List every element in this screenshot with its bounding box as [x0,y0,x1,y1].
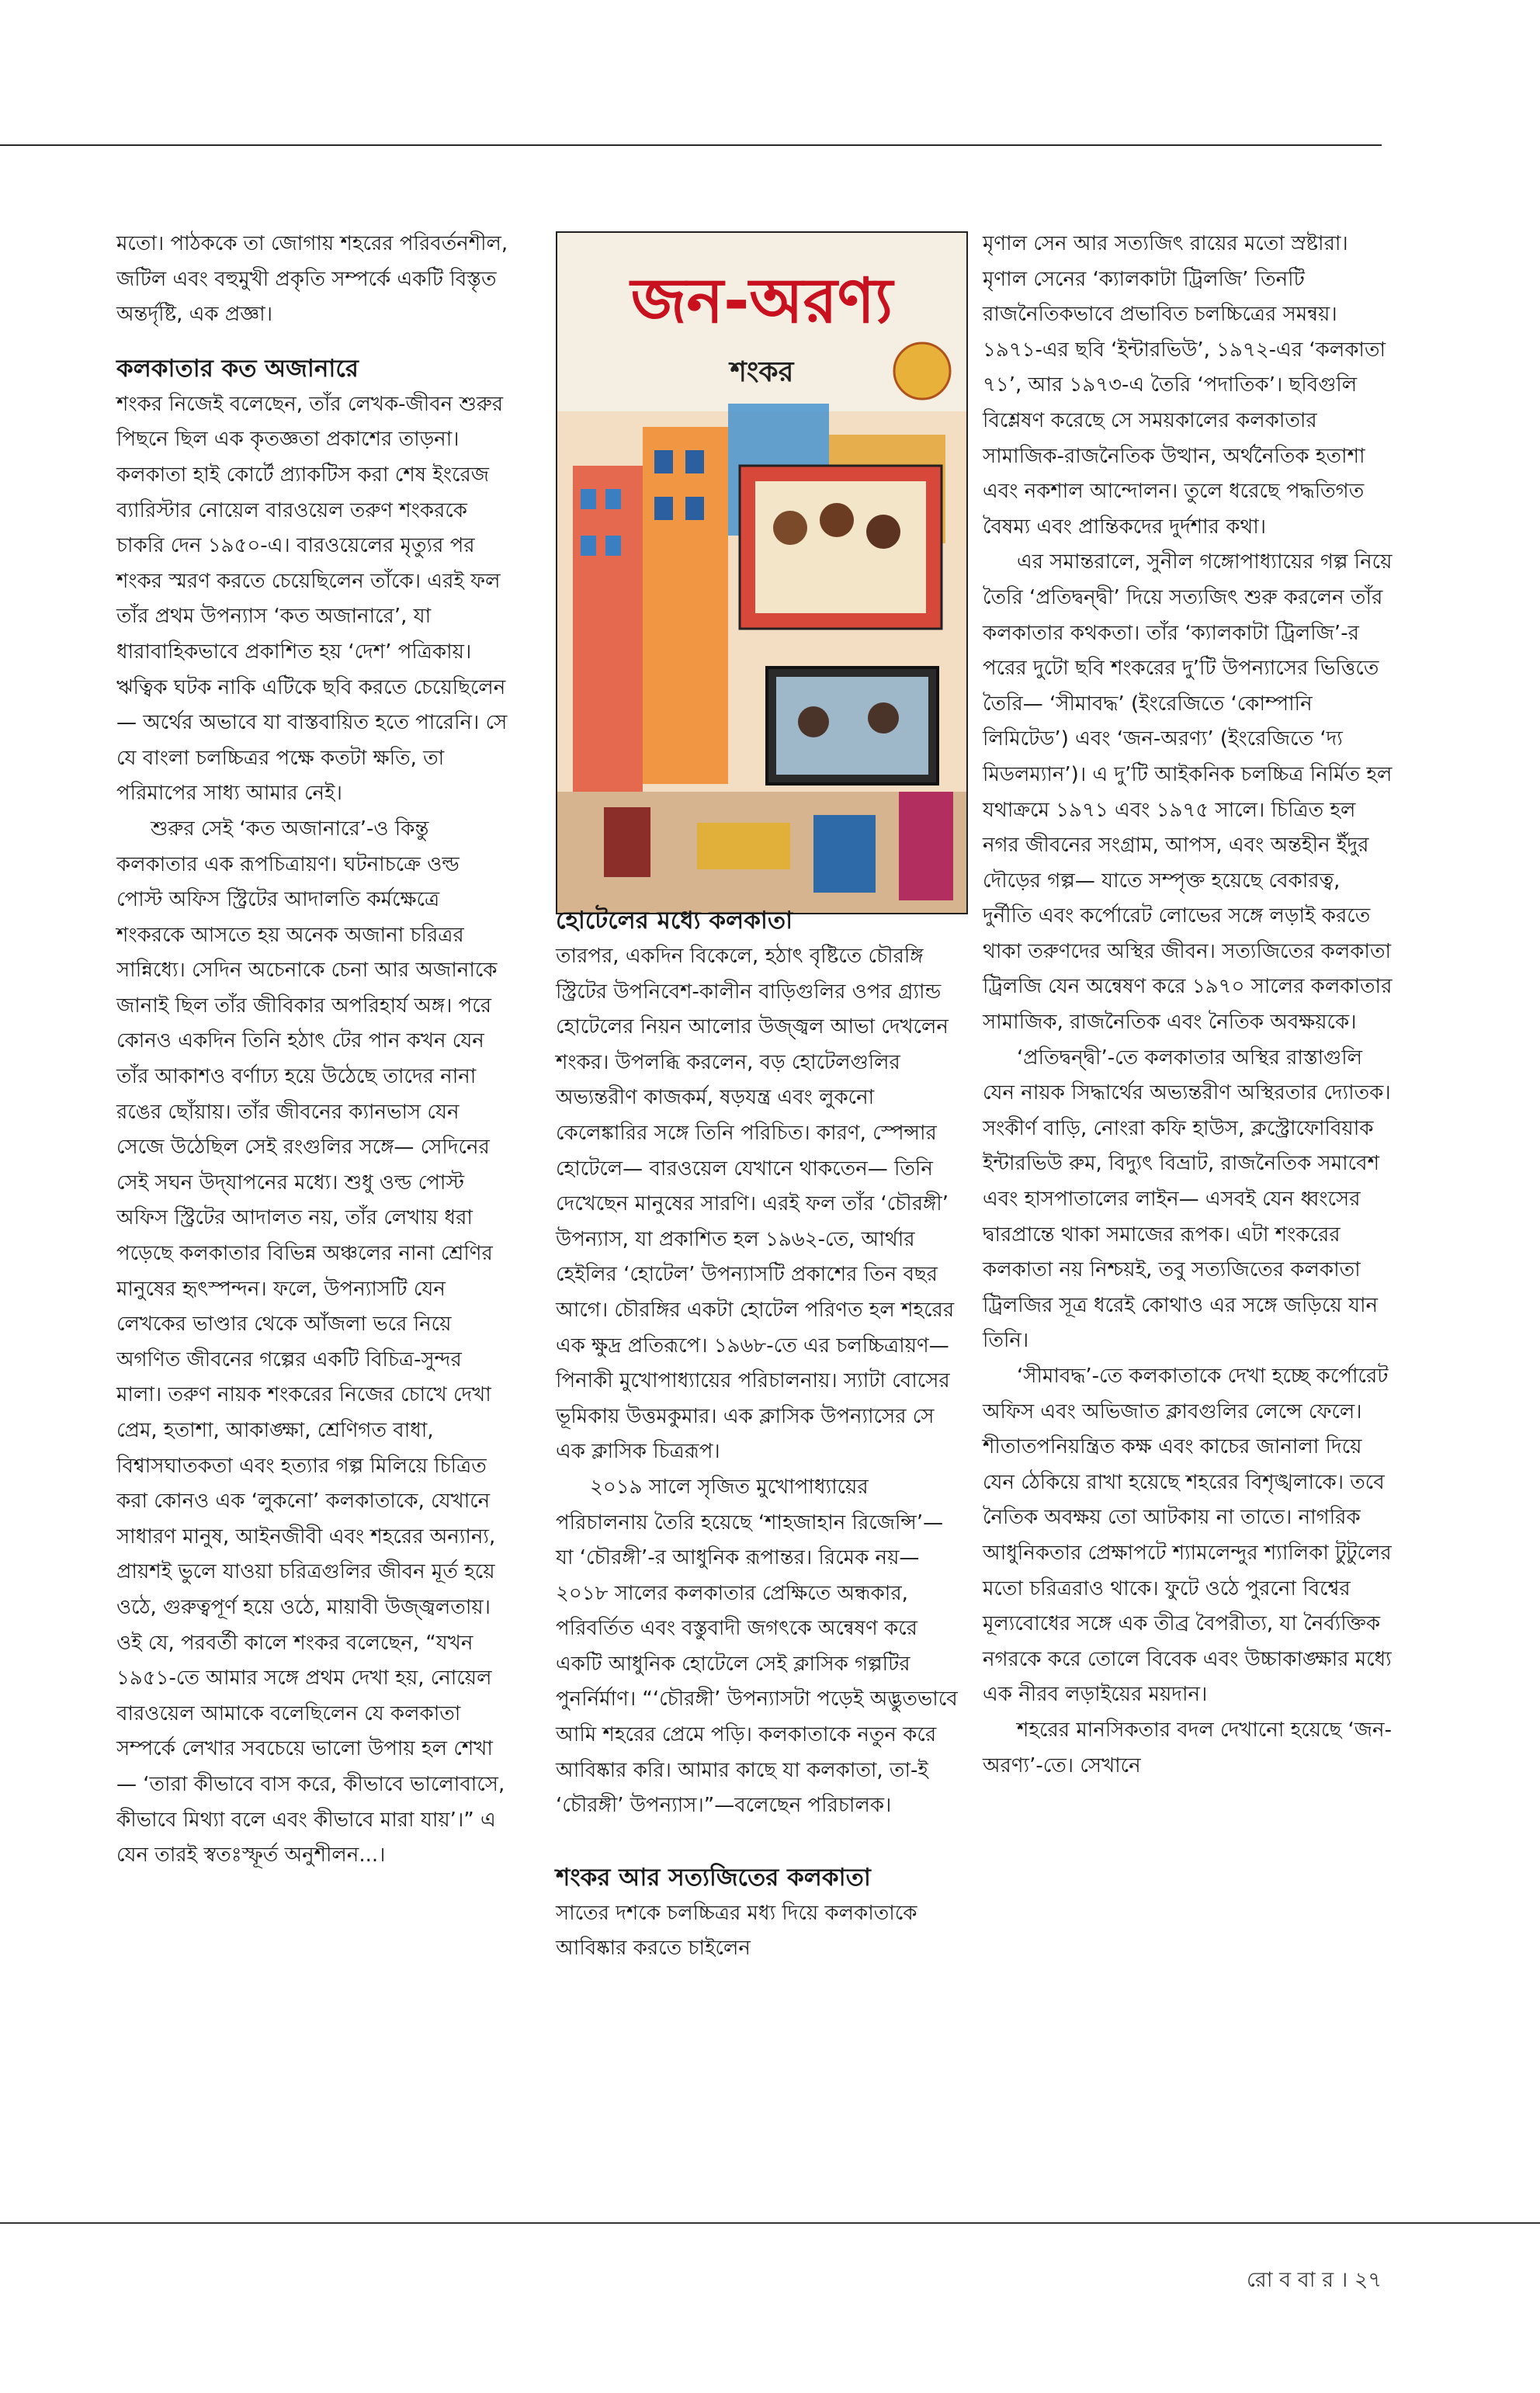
paragraph: এর সমান্তরালে, সুনীল গঙ্গোপাধ্যায়ের গল্প নিয়ে তৈরি ‘প্রতিদ্বন্দ্বী’ দিয়ে সত্যজিৎ শুরু করলেন তাঁর কলকাতার কথকতা। তাঁর ‘ক্যালকাটা ট্রিলজি’-র পরের দুটো ছবি শংকরের দু’টি উপন্যাসের ভিত্তিতে তৈরি— ‘সীমাবদ্ধ’ (ইংরেজিতে ‘কোম্পানি লিমিটেড’) এবং ‘জন-অরণ্য’ (ইংরেজিতে ‘দ্য মিডলম্যান’)। এ দু’টি আইকনিক চলচ্চিত্র নির্মিত হল যথাক্রমে ১৯৭১ এবং ১৯৭৫ সালে। চিত্রিত হল নগর জীবনের সংগ্রাম, আপস, এবং অন্তহীন ইঁদুর দৌড়ের গল্প— যাতে সম্পৃক্ত হয়েছে বেকারত্ব, দুর্নীতি এবং কর্পোরেট লোভের সঙ্গে লড়াই করতে থাকা তরুণদের অস্থির জীবন। সত্যজিতের কলকাতা ট্রিলজি যেন অন্বেষণ করে ১৯৭০ সালের কলকাতার সামাজিক, রাজনৈতিক এবং নৈতিক অবক্ষয়কে। [983,550,1393,1035]
paragraph: শহরের মানসিকতার বদল দেখানো হয়েছে ‘জন-অরণ্য’-তে। সেখানে [983,1718,1392,1777]
bottom-rule [0,2222,1540,2224]
cover-title: জন-অরণ্য [630,265,893,337]
paragraph: মতো। পাঠককে তা জোগায় শহরের পরিবর্তনশীল, জটিল এবং বহুমুখী প্রকৃতি সম্পর্কে একটি বিস্তৃত অন্তর্দৃষ্টি, এক প্রজ্ঞা। [116,232,508,327]
paragraph: মৃণাল সেন আর সত্যজিৎ রায়ের মতো স্রষ্টারা। মৃণাল সেনের ‘ক্যালকাটা ট্রিলজি’ তিনটি রাজনৈতিকভাবে প্রভাবিত চলচ্চিত্রের সমন্বয়। ১৯৭১-এর ছবি ‘ইন্টারভিউ’, ১৯৭২-এর ‘কলকাতা ৭১’, আর ১৯৭৩-এ তৈরি ‘পদাতিক’। ছবিগুলি বিশ্লেষণ করেছে সে সময়কালের কলকাতার সামাজিক-রাজনৈতিক উত্থান, অর্থনৈতিক হতাশা এবং নকশাল আন্দোলন। তুলে ধরেছে পদ্ধতিগত বৈষম্য এবং প্রান্তিকদের দুর্দশার কথা। [983,232,1386,539]
paragraph: সাতের দশকে চলচ্চিত্রর মধ্য দিয়ে কলকাতাকে আবিষ্কার করতে চাইলেন [556,1901,917,1961]
paragraph: ২০১৯ সালে সৃজিত মুখোপাধ্যায়ের পরিচালনায় তৈরি হয়েছে ‘শাহজাহান রিজেন্সি’— যা ‘চৌরঙ্গী’-র আধুনিক রূপান্তর। রিমেক নয়— ২০১৮ সালের কলকাতার প্রেক্ষিতে অন্ধকার, পরিবর্তিত এবং বস্তুবাদী জগৎকে অন্বেষণ করে একটি আধুনিক হোটেলে সেই ক্লাসিক গল্পটির পুনর্নির্মাণ। “‘চৌরঙ্গী’ উপন্যাসটা পড়েই অদ্ভুতভাবে আমি শহরের প্রেমে পড়ি। কলকাতাকে নতুন করে আবিষ্কার করি। আমার কাছে যা কলকাতা, তা-ই ‘চৌরঙ্গী’ উপন্যাস।”—বলেছেন পরিচালক। [556,1475,958,1818]
paragraph: তারপর, একদিন বিকেলে, হঠাৎ বৃষ্টিতে চৌরঙ্গি স্ট্রিটের উপনিবেশ-কালীন বাড়িগুলির ওপর গ্র্যান্ড হোটেলের নিয়ন আলোর উজ্জ্বল আভা দেখলেন শংকর। উপলব্ধি করলেন, বড় হোটেলগুলির অভ্যন্তরীণ কাজকর্ম, ষড়যন্ত্র এবং লুকনো কেলেঙ্কারির সঙ্গে তিনি পরিচিত। কারণ, স্পেন্সার হোটেলে— বারওয়েল যেখানে থাকতেন— তিনি দেখেছেন মানুষের সারণি। এরই ফল তাঁর ‘চৌরঙ্গী’ উপন্যাস, যা প্রকাশিত হল ১৯৬২-তে, আর্থার হেইলির ‘হোটেল’ উপন্যাসটি প্রকাশের তিন বছর আগে। চৌরঙ্গির একটা হোটেল পরিণত হল শহরের এক ক্ষুদ্র প্রতিরূপে। ১৯৬৮-তে এর চলচ্চিত্রায়ণ— পিনাকী মুখোপাধ্যায়ের পরিচালনায়। স্যাটা বোসের ভূমিকায় উত্তমকুমার। এক ক্লাসিক উপন্যাসের সে এক ক্লাসিক চিত্ররূপ। [556,945,955,1464]
section-heading: হোটেলের মধ্যে কলকাতা [556,907,793,935]
section-heading: কলকাতার কত অজানারে [116,354,359,383]
cover-author: শংকর [730,356,794,388]
paragraph: শংকর নিজেই বলেছেন, তাঁর লেখক-জীবন শুরুর পিছনে ছিল এক কৃতজ্ঞতা প্রকাশের তাড়না। কলকাতা হাই কোর্টে প্র্যাকটিস করা শেষ ইংরেজ ব্যারিস্টার নোয়েল বারওয়েল তরুণ শংকরকে চাকরি দেন ১৯৫০-এ। বারওয়েলের মৃত্যুর পর শংকর স্মরণ করতে চেয়েছিলেন তাঁকে। এরই ফল তাঁর প্রথম উপন্যাস ‘কত অজানারে’, যা ধারাবাহিকভাবে প্রকাশিত হয় ‘দেশ’ পত্রিকায়। ঋত্বিক ঘটক নাকি এটিকে ছবি করতে চেয়েছিলেন— অর্থের অভাবে যা বাস্তবায়িত হতে পারেনি। সে যে বাংলা চলচ্চিত্রর পক্ষে কতটা ক্ষতি, তা পরিমাপের সাধ্য আমার নেই। [116,392,508,806]
column-1 [116,227,509,1874]
top-rule [0,144,1382,146]
book-cover-image [556,231,968,914]
paragraph: ‘প্রতিদ্বন্দ্বী’-তে কলকাতার অস্থির রাস্তাগুলি যেন নায়ক সিদ্ধার্থের অভ্যন্তরীণ অস্থিরতার দ্যোতক। সংকীর্ণ বাড়ি, নোংরা কফি হাউস, ক্লস্ট্রোফোবিয়াক ইন্টারভিউ রুম, বিদ্যুৎ বিভ্রাট, রাজনৈতিক সমাবেশ এবং হাসপাতালের লাইন— এসবই যেন ধ্বংসের দ্বারপ্রান্তে থাকা সমাজের রূপক। এটা শংকরের কলকাতা নয় নিশ্চয়ই, তবু সত্যজিতের কলকাতা ট্রিলজির সূত্র ধরেই কোথাও এর সঙ্গে জড়িয়ে যান তিনি। [983,1046,1391,1353]
paragraph: ‘সীমাবদ্ধ’-তে কলকাতাকে দেখা হচ্ছে কর্পোরেট অফিস এবং অভিজাত ক্লাবগুলির লেন্সে ফেলে। শীতাতপনিয়ন্ত্রিত কক্ষ এবং কাচের জানালা দিয়ে যেন ঠেকিয়ে রাখা হয়েছে শহরের বিশৃঙ্খলাকে। তবে নৈতিক অবক্ষয় তো আটকায় না তাতে। নাগরিক আধুনিকতার প্রেক্ষাপটে শ্যামলেন্দুর শ্যালিকা টুটুলের মতো চরিত্ররাও থাকে। ফুটে ওঠে পুরনো বিশ্বের মূল্যবোধের সঙ্গে এক তীব্র বৈপরীত্য, যা নৈর্ব্যক্তিক নগরকে করে তোলে বিবেক এবং উচ্চাকাঙ্ক্ষার মধ্যে এক নীরব লড়াইয়ের ময়দান। [983,1365,1392,1707]
column-2 [556,903,966,1967]
column-3 [983,227,1394,1784]
section-heading: শংকর আর সত্যজিতের কলকাতা [556,1863,871,1892]
paragraph: শুরুর সেই ‘কত অজানারে’-ও কিন্তু কলকাতার এক রূপচিত্রায়ণ। ঘটনাচক্রে ওল্ড পোস্ট অফিস স্ট্রিটের আদালতি কর্মক্ষেত্রে শংকরকে আসতে হয় অনেক অজানা চরিত্রর সান্নিধ্যে। সেদিন অচেনাকে চেনা আর অজানাকে জানাই ছিল তাঁর জীবিকার অপরিহার্য অঙ্গ। পরে কোনও একদিন তিনি হঠাৎ টের পান কখন যেন তাঁর আকাশও বর্ণাঢ্য হয়ে উঠেছে তাদের নানা রঙের ছোঁয়ায়। তাঁর জীবনের ক্যানভাস যেন সেজে উঠেছিল সেই রংগুলির সঙ্গে— সেদিনের সেই সঘন উদ্‌যাপনের মধ্যে। শুধু ওল্ড পোস্ট অফিস স্ট্রিটের আদালত নয়, তাঁর লেখায় ধরা পড়েছে কলকাতার বিভিন্ন অঞ্চলের নানা শ্রেণির মানুষের হৃৎস্পন্দন। ফলে, উপন্যাসটি যেন লেখকের ভাণ্ডার থেকে আঁজলা ভরে নিয়ে অগণিত জীবনের গল্পের একটি বিচিত্র-সুন্দর মালা। তরুণ নায়ক শংকরের নিজের চোখে দেখা প্রেম, হতাশা, আকাঙ্ক্ষা, শ্রেণিগত বাধা, বিশ্বাসঘাতকতা এবং হত্যার গল্প মিলিয়ে চিত্রিত করা কোনও এক ‘লুকনো’ কলকাতাকে, যেখানে সাধারণ মানুষ, আইনজীবী এবং শহরের অন্যান্য, প্রায়শই ভুলে যাওয়া চরিত্রগুলির জীবন মূর্ত হয়ে ওঠে, গুরুত্বপূর্ণ হয়ে ওঠে, মায়াবী উজ্জ্বলতায়। ওই যে, পরবর্তী কালে শংকর বলেছেন, “যখন ১৯৫১-তে আমার সঙ্গে প্রথম দেখা হয়, নোয়েল বারওয়েল আমাকে বলেছিলেন যে কলকাতা সম্পর্কে লেখার সবচেয়ে ভালো উপায় হল শেখা— ‘তারা কীভাবে বাস করে, কীভাবে ভালোবাসে, কীভাবে মিথ্যা বলে এবং কীভাবে মারা যায়’।” এ যেন তারই স্বতঃস্ফূর্ত অনুশীলন...। [116,817,505,1868]
page-footer: রো ব বা র । ২৭ [1246,2268,1382,2292]
